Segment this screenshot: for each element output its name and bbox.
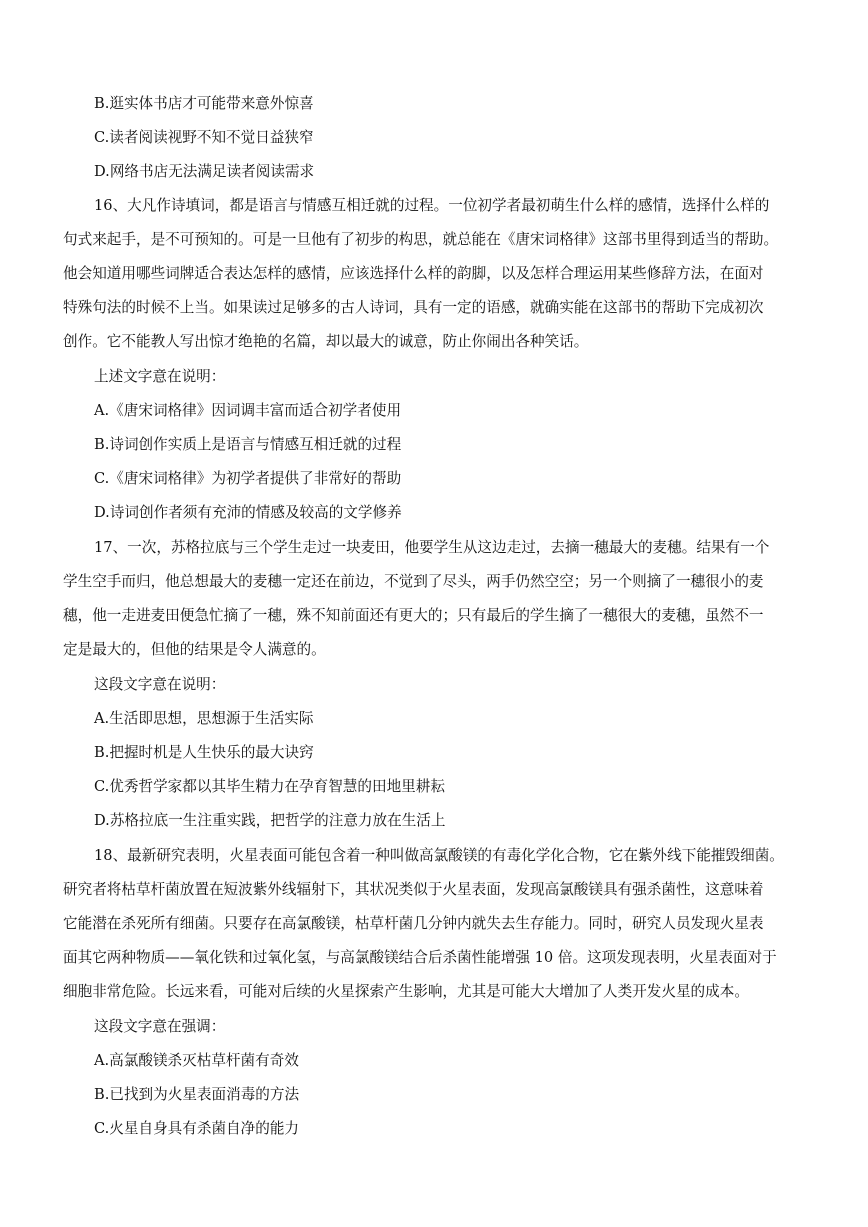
q16-option-a: A.《唐宋词格律》因词调丰富而适合初学者使用 — [94, 402, 402, 419]
q17-passage-line: 穗，他一走进麦田便急忙摘了一穗，殊不知前面还有更大的；只有最后的学生摘了一穗很大的麦穗，虽然不一 — [63, 607, 764, 624]
q18-passage-line: 细胞非常危险。长远来看，可能对后续的火星探索产生影响，尤其是可能大大增加了人类开发火星的成本。 — [63, 983, 749, 1000]
q18-option-c: C.火星自身具有杀菌自净的能力 — [94, 1120, 300, 1137]
q16-passage-line: 16、大凡作诗填词，都是语言与情感互相迁就的过程。一位初学者最初萌生什么样的感情，选择什么样的 — [94, 197, 770, 214]
q17-passage-line: 定是最大的，但他的结果是令人满意的。 — [63, 641, 326, 658]
q15-option-b: B.逛实体书店才可能带来意外惊喜 — [94, 95, 314, 112]
q18-stem: 这段文字意在强调： — [94, 1018, 226, 1035]
q17-passage-line: 17、一次，苏格拉底与三个学生走过一块麦田，他要学生从这边走过，去摘一穗最大的麦穗。结果有一个 — [94, 539, 770, 556]
q17-option-b: B.把握时机是人生快乐的最大诀窍 — [94, 744, 314, 761]
q16-option-c: C.《唐宋词格律》为初学者提供了非常好的帮助 — [94, 470, 402, 487]
q18-passage-line: 18、最新研究表明，火星表面可能包含着一种叫做高氯酸镁的有毒化学化合物，它在紫外线下能摧毁细菌。 — [94, 847, 784, 864]
q18-option-b: B.已找到为火星表面消毒的方法 — [94, 1086, 300, 1103]
q17-option-a: A.生活即思想，思想源于生活实际 — [94, 710, 314, 727]
q16-passage-line: 特殊句法的时候不上当。如果读过足够多的古人诗词，具有一定的语感，就确实能在这部书的帮助下完成初次 — [63, 299, 764, 316]
q17-stem: 这段文字意在说明： — [94, 676, 226, 693]
q17-option-c: C.优秀哲学家都以其毕生精力在孕育智慧的田地里耕耘 — [94, 778, 445, 795]
q18-passage-line: 它能潜在杀死所有细菌。只要存在高氯酸镁，枯草杆菌几分钟内就失去生存能力。同时，研究人员发现火星表 — [63, 915, 764, 932]
q16-stem: 上述文字意在说明： — [94, 368, 226, 385]
q16-option-d: D.诗词创作者须有充沛的情感及较高的文学修养 — [94, 504, 402, 521]
q17-option-d: D.苏格拉底一生注重实践，把哲学的注意力放在生活上 — [94, 812, 446, 829]
q15-option-d: D.网络书店无法满足读者阅读需求 — [94, 163, 315, 180]
q15-option-c: C.读者阅读视野不知不觉日益狭窄 — [94, 129, 314, 146]
q16-option-b: B.诗词创作实质上是语言与情感互相迁就的过程 — [94, 436, 402, 453]
q18-option-a: A.高氯酸镁杀灭枯草杆菌有奇效 — [94, 1052, 299, 1069]
q18-passage-line: 研究者将枯草杆菌放置在短波紫外线辐射下，其状况类似于火星表面，发现高氯酸镁具有强杀菌性，这意味着 — [63, 881, 764, 898]
q16-passage-line: 句式来起手，是不可预知的。可是一旦他有了初步的构思，就总能在《唐宋词格律》这部书里得到适当的帮助。 — [63, 231, 779, 248]
q17-passage-line: 学生空手而归，他总想最大的麦穗一定还在前边，不觉到了尽头，两手仍然空空；另一个则摘了一穗很小的麦 — [63, 573, 764, 590]
q16-passage-line: 创作。它不能教人写出惊才绝艳的名篇，却以最大的诚意，防止你闹出各种笑话。 — [63, 333, 589, 350]
q16-passage-line: 他会知道用哪些词牌适合表达怎样的感情，应该选择什么样的韵脚，以及怎样合理运用某些修辞方法，在面对 — [63, 265, 764, 282]
q18-passage-line: 面其它两种物质——氧化铁和过氧化氢，与高氯酸镁结合后杀菌性能增强 10 倍。这项发现表明，火星表面对于 — [63, 949, 777, 966]
